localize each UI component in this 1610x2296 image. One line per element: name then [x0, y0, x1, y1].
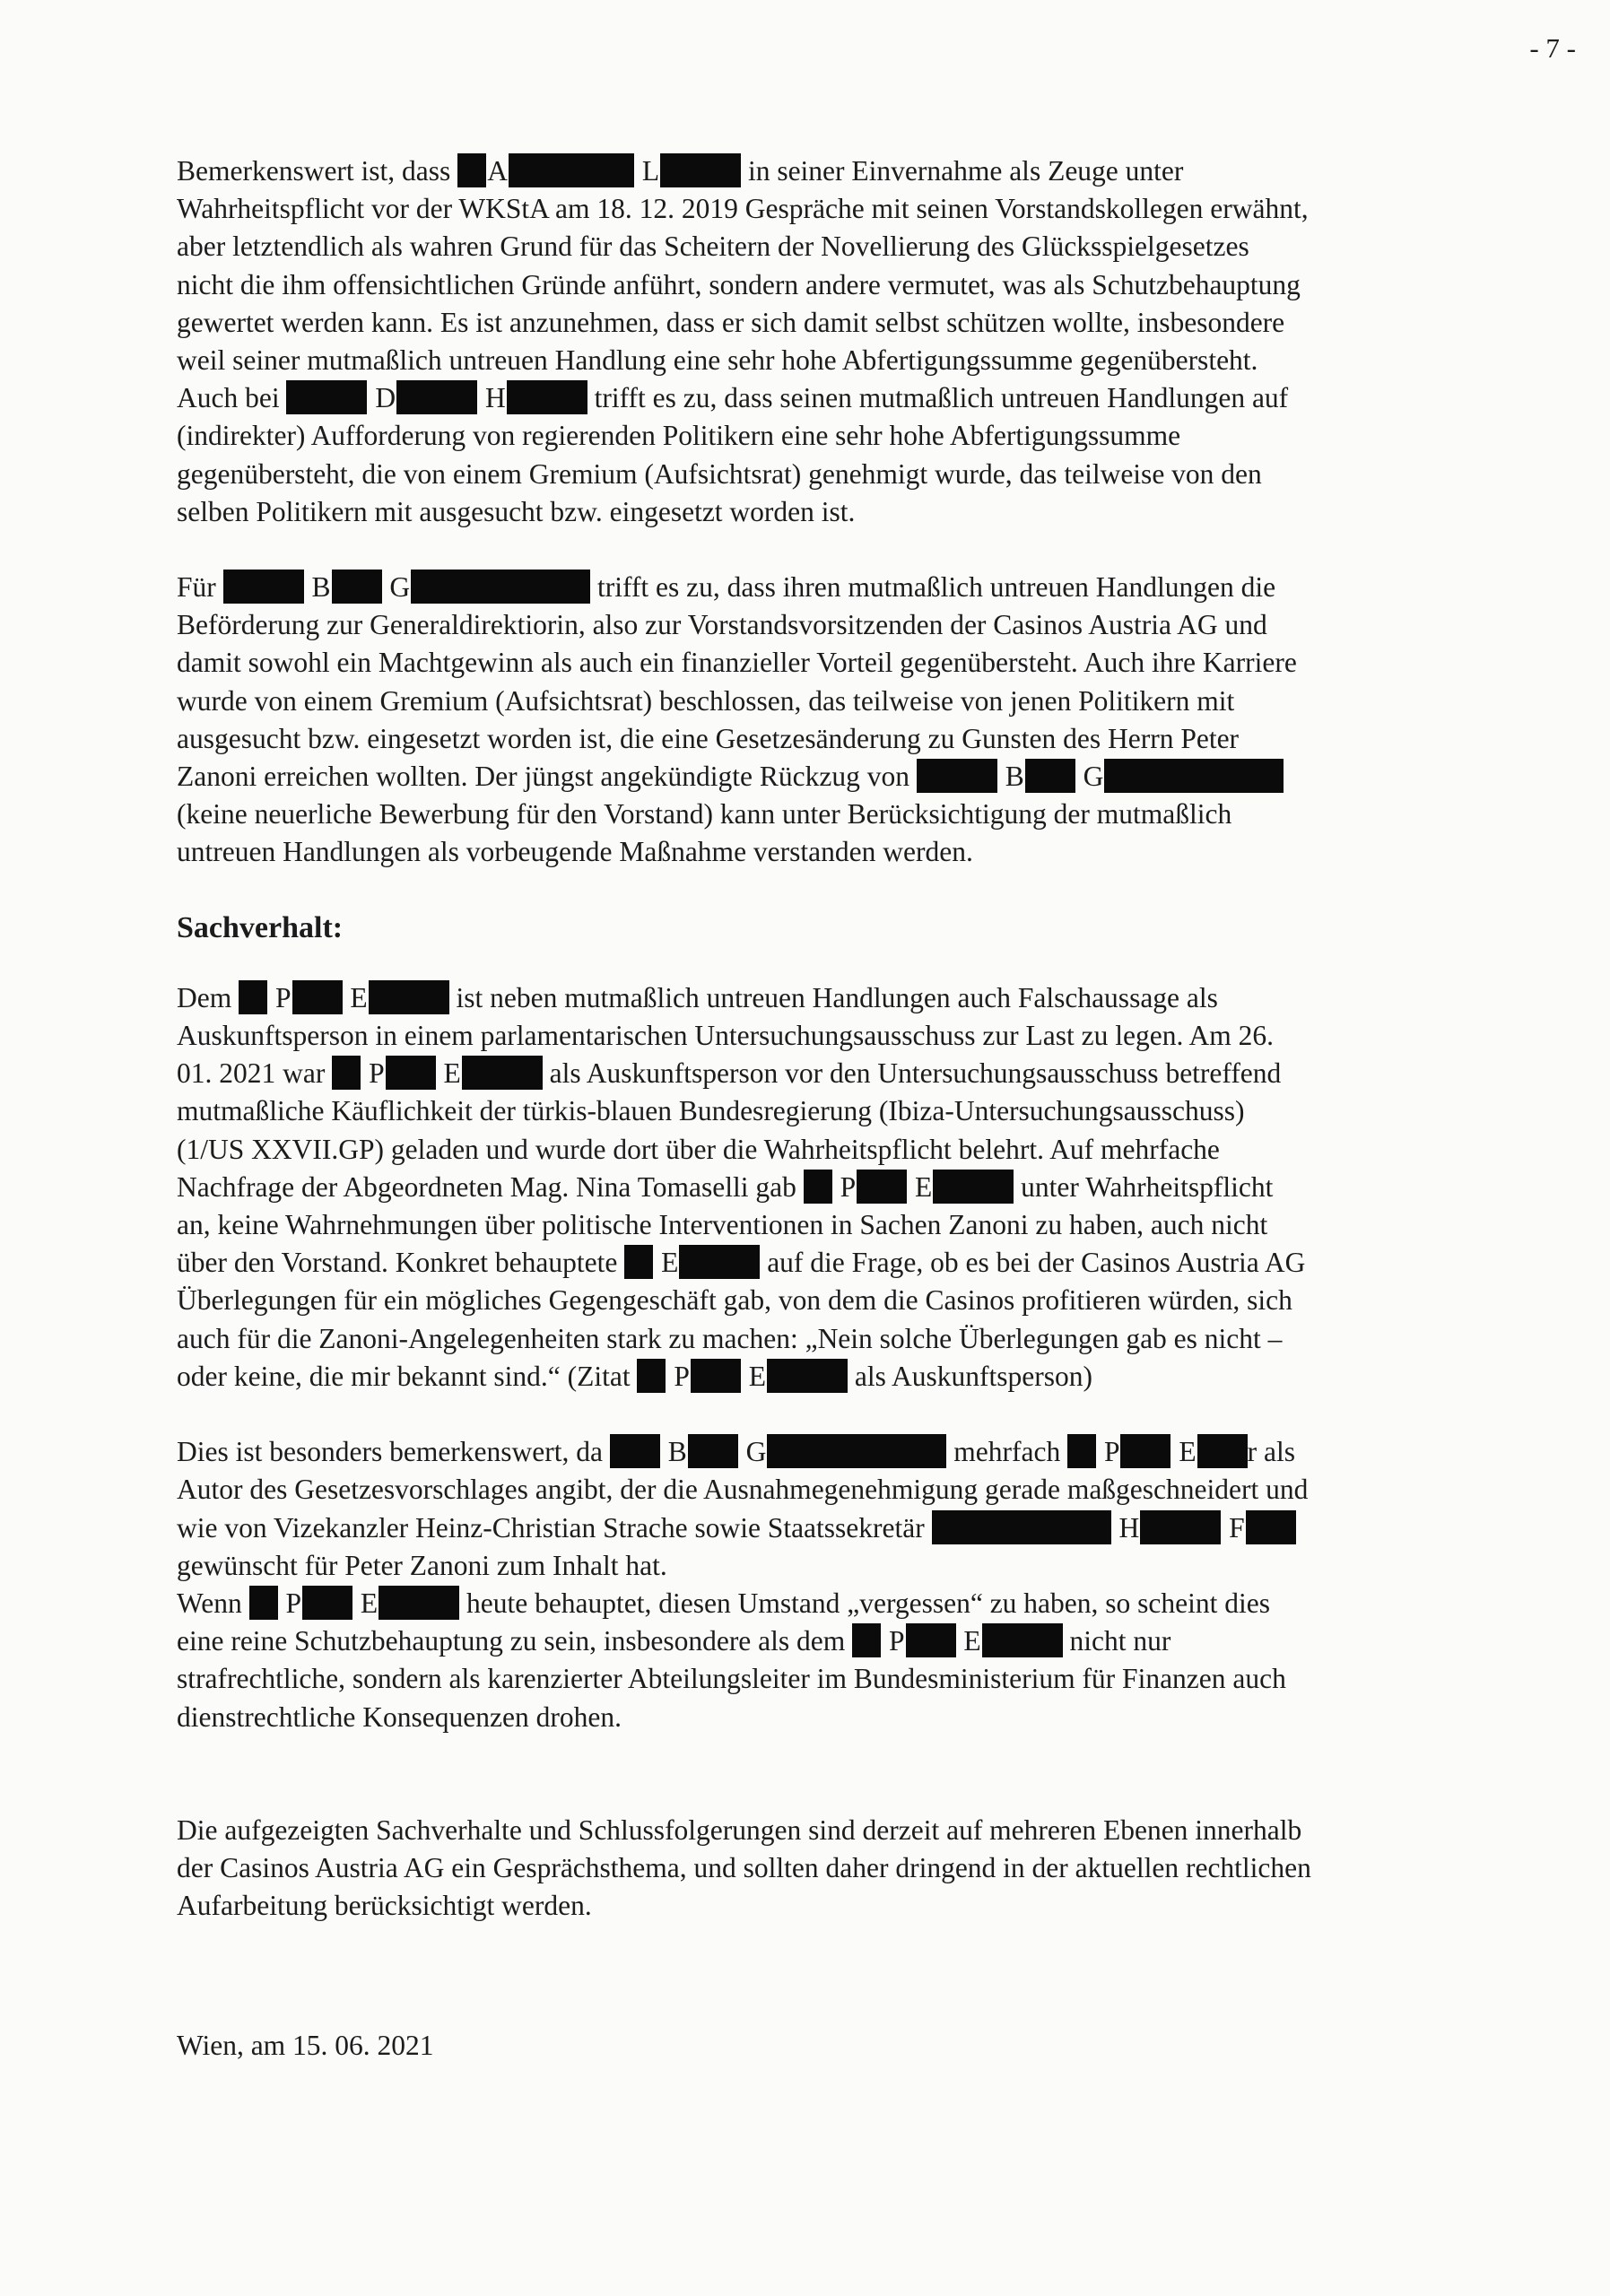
redaction-box [457, 153, 486, 187]
redaction-box [1025, 759, 1075, 793]
text-segment: Bemerkenswert ist, dass [177, 155, 451, 187]
text-line [177, 758, 1486, 796]
text-line: nicht die ihm offensichtlichen Gründe anführt, sondern andere vermutet, was als Schutzbehauptung [177, 268, 1301, 300]
text-line: (indirekter) Aufforderung von regierenden Politikern eine sehr hohe Abfertigungssumme [177, 420, 1181, 452]
text-segment: oder keine, die mir bekannt sind.“ (Zitat [177, 1360, 631, 1392]
name-initial: E [915, 1170, 933, 1203]
redaction-box [1197, 1434, 1248, 1468]
text-line: aber letztendlich als wahren Grund für das Scheitern der Novellierung des Glücksspielgesetzes [177, 230, 1249, 263]
name-initial: P [369, 1057, 385, 1090]
text-line [177, 569, 1486, 606]
paragraph-4 [177, 1433, 1486, 1736]
text-segment: eine reine Schutzbehauptung zu sein, insbesondere als dem [177, 1625, 846, 1657]
redaction-box [1067, 1434, 1096, 1468]
text-segment: als Auskunftsperson vor den Untersuchungsausschuss betreffend [549, 1057, 1282, 1090]
redaction-box [302, 1586, 352, 1620]
name-initial: P [840, 1170, 857, 1203]
text-line: an, keine Wahrnehmungen über politische Interventionen in Sachen Zanoni zu haben, auch nicht [177, 1209, 1268, 1241]
text-line: (1/US XXVII.GP) geladen und wurde dort über die Wahrheitspflicht belehrt. Auf mehrfache [177, 1133, 1220, 1165]
date-line: Wien, am 15. 06. 2021 [177, 2030, 434, 2062]
text-line: der Casinos Austria AG ein Gesprächsthema, und sollten daher dringend in der aktuellen rechtlichen [177, 1851, 1311, 1883]
redaction-box [332, 1056, 361, 1090]
name-initial: B [311, 571, 331, 604]
text-segment: heute behauptet, diesen Umstand „vergessen“ zu haben, so scheint dies [466, 1587, 1270, 1619]
text-line: Wahrheitspflicht vor der WKStA am 18. 12. 2019 Gespräche mit seinen Vorstandskollegen erwähnt, [177, 193, 1309, 225]
name-initial: E [748, 1360, 766, 1392]
name-initial: E [443, 1057, 461, 1090]
text-line: mutmaßliche Käuflichkeit der türkis-blauen Bundesregierung (Ibiza-Untersuchungsausschuss) [177, 1095, 1245, 1127]
redaction-box [691, 1359, 741, 1393]
redaction-box [933, 1170, 1014, 1204]
name-initial: G [389, 571, 411, 604]
text-segment: wie von Vizekanzler Heinz-Christian Strache sowie Staatssekretär [177, 1511, 925, 1544]
name-initial: B [1005, 761, 1024, 793]
redaction-box [804, 1170, 832, 1204]
redaction-box [906, 1623, 956, 1657]
redaction-box [396, 380, 477, 414]
text-line: Beförderung zur Generaldirektiorin, also zur Vorstandsvorsitzenden der Casinos Austria AG und [177, 609, 1267, 641]
text-line: gewünscht für Peter Zanoni zum Inhalt hat. [177, 1549, 667, 1581]
text-segment: Nachfrage der Abgeordneten Mag. Nina Tomaselli gab [177, 1170, 796, 1203]
text-line: Die aufgezeigten Sachverhalte und Schlussfolgerungen sind derzeit auf mehreren Ebenen innerhalb [177, 1813, 1302, 1846]
text-segment: über den Vorstand. Konkret behauptete [177, 1247, 618, 1279]
text-line [177, 1509, 1486, 1547]
redaction-box [660, 153, 741, 187]
name-initial: P [674, 1360, 690, 1392]
name-initial: F [1229, 1511, 1245, 1544]
text-line: weil seiner mutmaßlich untreuen Handlung eine sehr hohe Abfertigungssumme gegenübersteht. [177, 344, 1258, 377]
text-segment: trifft es zu, dass seinen mutmaßlich untreuen Handlungen auf [594, 382, 1289, 414]
text-line [177, 1244, 1486, 1282]
name-initial: D [375, 382, 396, 414]
text-line: damit sowohl ein Machtgewinn als auch ein finanzieller Vorteil gegenübersteht. Auch ihre Karriere [177, 647, 1297, 679]
redaction-box [852, 1623, 881, 1657]
text-segment: in seiner Einvernahme als Zeuge unter [747, 155, 1184, 187]
text-line: strafrechtliche, sondern als karenzierter Abteilungsleiter im Bundesministerium für Finanzen auch [177, 1663, 1286, 1695]
paragraph-3 [177, 979, 1486, 1396]
text-line: Auskunftsperson in einem parlamentarischen Untersuchungsausschuss zur Last zu legen. Am 26. [177, 1020, 1274, 1052]
paragraph-5 [177, 1812, 1486, 1926]
text-line [177, 979, 1486, 1017]
redaction-box [1120, 1434, 1171, 1468]
section-heading: Sachverhalt: [177, 910, 344, 944]
redaction-box [637, 1359, 666, 1393]
text-segment: als Auskunftsperson) [854, 1360, 1092, 1392]
redaction-box [610, 1434, 660, 1468]
redaction-box [624, 1245, 653, 1279]
redaction-box [932, 1510, 1111, 1544]
redaction-box [767, 1434, 946, 1468]
name-initial: E [360, 1587, 379, 1619]
text-segment: Dies ist besonders bemerkenswert, da [177, 1436, 603, 1468]
redaction-box [982, 1623, 1063, 1657]
text-segment: nicht nur [1069, 1625, 1171, 1657]
name-initial: E [661, 1247, 679, 1279]
name-initial: P [889, 1625, 905, 1657]
text-line: dienstrechtliche Konsequenzen drohen. [177, 1700, 622, 1733]
name-initial: P [1103, 1436, 1120, 1468]
text-line: selben Politikern mit ausgesucht bzw. eingesetzt worden ist. [177, 495, 856, 527]
name-initial: E [1179, 1436, 1197, 1468]
page-number: - 7 - [1529, 32, 1576, 64]
text-segment: auf die Frage, ob es bei der Casinos Austria AG [767, 1247, 1306, 1279]
redaction-box [332, 570, 382, 604]
text-line: ausgesucht bzw. eingesetzt worden ist, die eine Gesetzesänderung zu Gunsten des Herrn Peter [177, 722, 1240, 754]
redaction-box [857, 1170, 907, 1204]
redaction-box [369, 980, 449, 1014]
paragraph-1 [177, 152, 1486, 531]
redaction-box [1140, 1510, 1221, 1544]
text-segment: ist neben mutmaßlich untreuen Handlungen auch Falschaussage als [456, 981, 1218, 1013]
name-initial: G [745, 1436, 767, 1468]
paragraph-2 [177, 569, 1486, 872]
redaction-box [917, 759, 997, 793]
text-segment: Auch bei [177, 382, 280, 414]
redaction-box [1104, 759, 1284, 793]
name-initial: A [487, 155, 508, 187]
name-initial: H [484, 382, 506, 414]
text-line: (keine neuerliche Bewerbung für den Vorstand) kann unter Berücksichtigung der mutmaßlich [177, 798, 1232, 831]
text-line: Überlegungen für ein mögliches Gegengeschäft gab, von dem die Casinos profitieren würden, sich [177, 1284, 1292, 1317]
redaction-box [462, 1056, 543, 1090]
redaction-box [688, 1434, 738, 1468]
name-initial: G [1083, 761, 1104, 793]
text-line: Autor des Gesetzesvorschlages angibt, der die Ausnahmegenehmigung gerade maßgeschneidert und [177, 1474, 1309, 1506]
name-initial: H [1118, 1511, 1140, 1544]
text-segment: r als [1247, 1436, 1295, 1468]
text-segment: 01. 2021 war [177, 1057, 326, 1090]
text-line [177, 379, 1486, 417]
text-line [177, 1622, 1486, 1660]
text-line: wurde von einem Gremium (Aufsichtsrat) beschlossen, das teilweise von jenen Politikern mit [177, 684, 1235, 717]
text-segment: trifft es zu, dass ihren mutmaßlich untreuen Handlungen die [597, 571, 1276, 604]
text-line [177, 1169, 1486, 1206]
redaction-box [507, 380, 587, 414]
text-line: untreuen Handlungen als vorbeugende Maßnahme verstanden werden. [177, 836, 973, 868]
text-segment: Dem [177, 981, 232, 1013]
text-segment: unter Wahrheitspflicht [1021, 1170, 1274, 1203]
text-segment: mehrfach [953, 1436, 1061, 1468]
text-line: auch für die Zanoni-Angelegenheiten stark zu machen: „Nein solche Überlegungen gab es nicht – [177, 1322, 1283, 1354]
text-line [177, 1585, 1486, 1622]
text-line [177, 1433, 1486, 1471]
text-line: Aufarbeitung berücksichtigt werden. [177, 1890, 592, 1922]
text-segment: Wenn [177, 1587, 242, 1619]
redaction-box [286, 380, 367, 414]
text-segment: Für [177, 571, 216, 604]
redaction-box [386, 1056, 436, 1090]
name-initial: E [350, 981, 368, 1013]
name-initial: P [285, 1587, 301, 1619]
redaction-box [509, 153, 634, 187]
redaction-box [379, 1586, 459, 1620]
redaction-box [1246, 1510, 1296, 1544]
text-line: gegenübersteht, die von einem Gremium (Aufsichtsrat) genehmigt wurde, das teilweise von den [177, 457, 1262, 490]
redaction-box [292, 980, 343, 1014]
text-line [177, 1055, 1486, 1092]
redaction-box [239, 980, 267, 1014]
redaction-box [679, 1245, 760, 1279]
redaction-box [249, 1586, 278, 1620]
name-initial: B [667, 1436, 687, 1468]
redaction-box [767, 1359, 848, 1393]
name-initial: E [963, 1625, 981, 1657]
text-line [177, 1358, 1486, 1396]
name-initial: P [274, 981, 292, 1013]
text-line: gewertet werden kann. Es ist anzunehmen, dass er sich damit selbst schützen wollte, insbesondere [177, 306, 1285, 338]
redaction-box [411, 570, 590, 604]
redaction-box [223, 570, 304, 604]
text-line [177, 152, 1486, 190]
name-initial: L [641, 155, 660, 187]
text-segment: Zanoni erreichen wollten. Der jüngst angekündigte Rückzug von [177, 761, 910, 793]
letter-body [177, 152, 1486, 2066]
